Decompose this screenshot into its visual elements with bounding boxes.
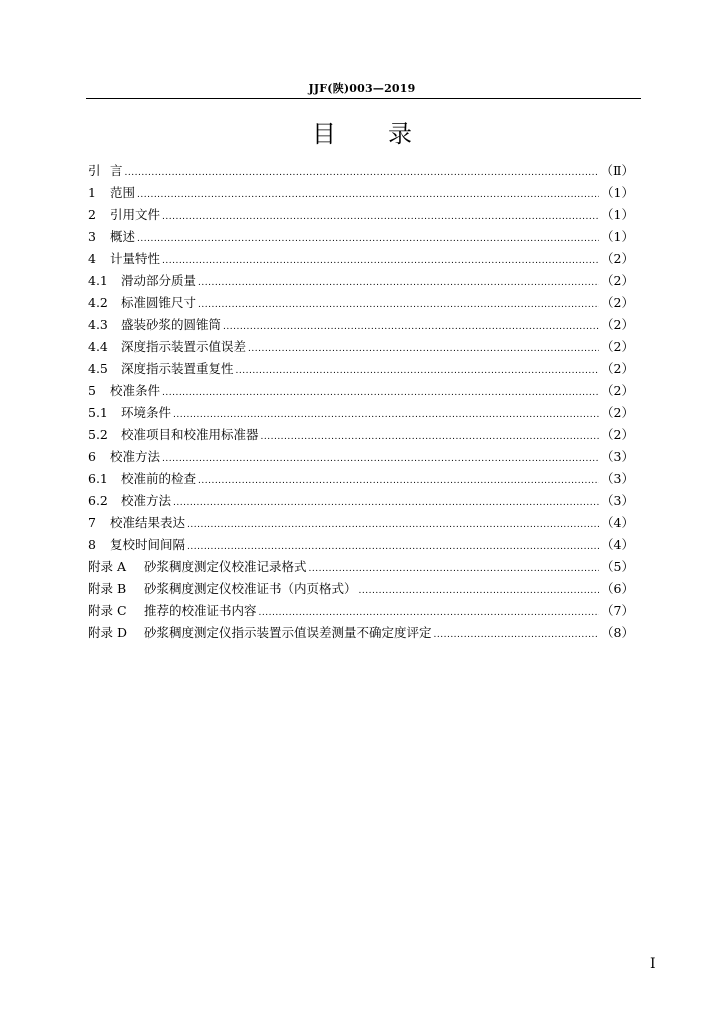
toc-entry-page: （1） (601, 185, 634, 200)
toc-entry-number: 4.4 (88, 339, 108, 354)
toc-entry-page: （3） (601, 449, 634, 464)
toc-leader-dots (173, 404, 599, 426)
toc-entry-page: （4） (601, 515, 634, 530)
toc-entry[interactable] (88, 160, 634, 182)
toc-entry-page: （2） (601, 317, 634, 332)
toc-entry-number: 7 (88, 515, 96, 530)
toc-leader-dots (162, 250, 599, 272)
toc-leader-dots (137, 184, 599, 206)
toc-entry[interactable] (88, 248, 634, 270)
toc-leader-dots (259, 602, 600, 624)
toc-entry[interactable] (88, 204, 634, 226)
toc-entry[interactable] (88, 512, 634, 534)
toc-entry-label: 校准方法 (121, 493, 172, 508)
toc-entry[interactable] (88, 314, 634, 336)
toc-entry-label: 校准条件 (110, 383, 161, 398)
toc-entry-number: 引 (88, 163, 101, 178)
toc-entry-label: 深度指示装置示值误差 (121, 339, 247, 354)
toc-entry-number: 4 (88, 251, 96, 266)
toc-entry[interactable] (88, 578, 634, 600)
toc-entry[interactable] (88, 424, 634, 446)
toc-entry-label: 环境条件 (121, 405, 172, 420)
toc-entry-label: 推荐的校准证书内容 (144, 603, 257, 618)
toc-entry[interactable] (88, 402, 634, 424)
toc-entry[interactable] (88, 380, 634, 402)
toc-entry-number: 6.2 (88, 493, 108, 508)
toc-entry[interactable] (88, 270, 634, 292)
toc-entry-label: 概述 (110, 229, 136, 244)
toc-entry-number: 4.3 (88, 317, 108, 332)
toc-leader-dots (137, 228, 599, 250)
toc-entry-label: 砂浆稠度测定仪校准证书（内页格式） (144, 581, 357, 596)
toc-entry[interactable] (88, 292, 634, 314)
toc-entry-number: 1 (88, 185, 96, 200)
toc-leader-dots (261, 426, 600, 448)
toc-entry-number: 2 (88, 207, 96, 222)
page-title: 目录 (312, 120, 464, 148)
toc-leader-dots (162, 382, 599, 404)
toc-entry[interactable] (88, 600, 634, 622)
toc-leader-dots (125, 162, 599, 184)
page-number: Ⅰ (650, 956, 656, 972)
toc-entry-label: 滑动部分质量 (121, 273, 197, 288)
toc-entry-page: （7） (601, 603, 634, 618)
toc-leader-dots (434, 624, 600, 646)
toc-entry-page: （3） (601, 471, 634, 486)
toc-leader-dots (198, 470, 599, 492)
toc-leader-dots (187, 514, 599, 536)
toc-leader-dots (173, 492, 599, 514)
toc-entry-label: 校准方法 (110, 449, 161, 464)
toc-entry-number: 5 (88, 383, 96, 398)
toc-leader-dots (162, 206, 599, 228)
toc-entry-number: 4.5 (88, 361, 108, 376)
toc-entry[interactable] (88, 446, 634, 468)
toc-entry-number: 附录 C (88, 603, 127, 618)
toc-entry-page: （5） (601, 559, 634, 574)
toc-entry-label: 校准结果表达 (110, 515, 186, 530)
toc-leader-dots (198, 272, 599, 294)
toc-entry-label: 砂浆稠度测定仪校准记录格式 (144, 559, 307, 574)
table-of-contents (88, 160, 634, 644)
toc-entry-number: 4.2 (88, 295, 108, 310)
toc-entry-label: 范围 (110, 185, 136, 200)
toc-entry-page: （2） (601, 427, 634, 442)
toc-entry-page: （6） (601, 581, 634, 596)
toc-leader-dots (162, 448, 599, 470)
toc-entry-label: 校准前的检查 (121, 471, 197, 486)
toc-entry-number: 附录 B (88, 581, 127, 596)
toc-entry[interactable] (88, 622, 634, 644)
toc-entry-label: 引用文件 (110, 207, 161, 222)
toc-entry-label: 盛装砂浆的圆锥筒 (121, 317, 222, 332)
toc-entry[interactable] (88, 336, 634, 358)
toc-entry-label: 深度指示装置重复性 (121, 361, 234, 376)
toc-entry-number: 3 (88, 229, 96, 244)
toc-entry-label: 言 (110, 163, 123, 178)
toc-entry[interactable] (88, 490, 634, 512)
toc-entry-page: （1） (601, 207, 634, 222)
toc-entry-page: （2） (601, 405, 634, 420)
toc-entry-page: （2） (601, 361, 634, 376)
toc-entry-label: 标准圆锥尺寸 (121, 295, 197, 310)
toc-entry-number: 4.1 (88, 273, 108, 288)
toc-leader-dots (236, 360, 600, 382)
toc-entry[interactable] (88, 556, 634, 578)
toc-entry-page: （2） (601, 383, 634, 398)
toc-entry[interactable] (88, 182, 634, 204)
toc-entry-page: （Ⅱ） (600, 163, 634, 178)
toc-entry-label: 复校时间间隔 (110, 537, 186, 552)
toc-entry-number: 6 (88, 449, 96, 464)
toc-entry-number: 6.1 (88, 471, 108, 486)
toc-entry-page: （2） (601, 273, 634, 288)
toc-entry[interactable] (88, 468, 634, 490)
toc-entry-number: 5.2 (88, 427, 108, 442)
toc-entry-page: （2） (601, 251, 634, 266)
toc-entry[interactable] (88, 358, 634, 380)
toc-leader-dots (359, 580, 600, 602)
toc-leader-dots (223, 316, 599, 338)
toc-entry-page: （3） (601, 493, 634, 508)
toc-entry-label: 计量特性 (110, 251, 161, 266)
toc-entry[interactable] (88, 226, 634, 248)
toc-entry-page: （2） (601, 339, 634, 354)
toc-leader-dots (187, 536, 599, 558)
toc-entry-number: 8 (88, 537, 96, 552)
standard-code: JJF(陕)003—2019 (308, 82, 416, 95)
toc-leader-dots (198, 294, 599, 316)
toc-leader-dots (309, 558, 600, 580)
toc-entry-label: 砂浆稠度测定仪指示装置示值误差测量不确定度评定 (144, 625, 432, 640)
toc-entry[interactable] (88, 534, 634, 556)
toc-entry-page: （2） (601, 295, 634, 310)
toc-entry-label: 校准项目和校准用标准器 (121, 427, 259, 442)
toc-entry-page: （4） (601, 537, 634, 552)
toc-entry-number: 附录 D (88, 625, 127, 640)
toc-leader-dots (248, 338, 599, 360)
toc-entry-number: 5.1 (88, 405, 108, 420)
toc-entry-page: （8） (601, 625, 634, 640)
toc-entry-page: （1） (601, 229, 634, 244)
header-divider (86, 98, 641, 99)
toc-entry-number: 附录 A (88, 559, 127, 574)
